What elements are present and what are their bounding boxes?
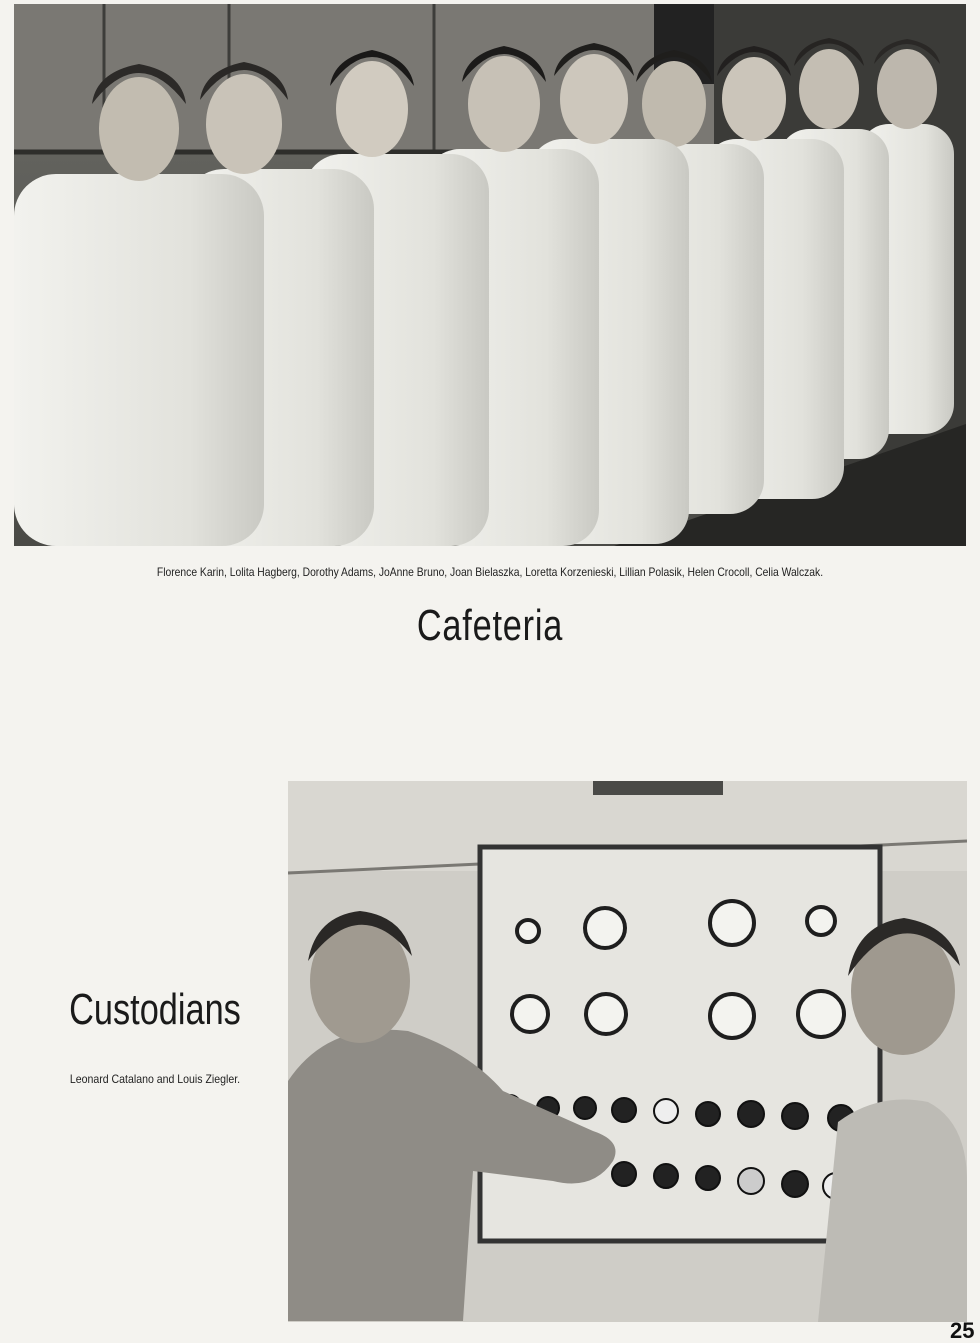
cafeteria-photo-graphic: [14, 4, 966, 546]
page-number: 25: [950, 1318, 975, 1343]
custodians-heading: Custodians: [69, 985, 241, 1034]
custodians-photo-graphic: [288, 781, 967, 1322]
cafeteria-caption: Florence Karin, Lolita Hagberg, Dorothy Adams, JoAnne Bruno, Joan Bielaszka, Loretta Korzenieski, Lillian Polasik, Helen Crocoll, Celia Walczak.: [156, 565, 824, 579]
cafeteria-heading: Cafeteria: [416, 601, 564, 650]
cafeteria-staff-photo: [14, 4, 966, 546]
custodians-caption: Leonard Catalano and Louis Ziegler.: [69, 1072, 241, 1086]
custodians-photo: [288, 781, 967, 1322]
